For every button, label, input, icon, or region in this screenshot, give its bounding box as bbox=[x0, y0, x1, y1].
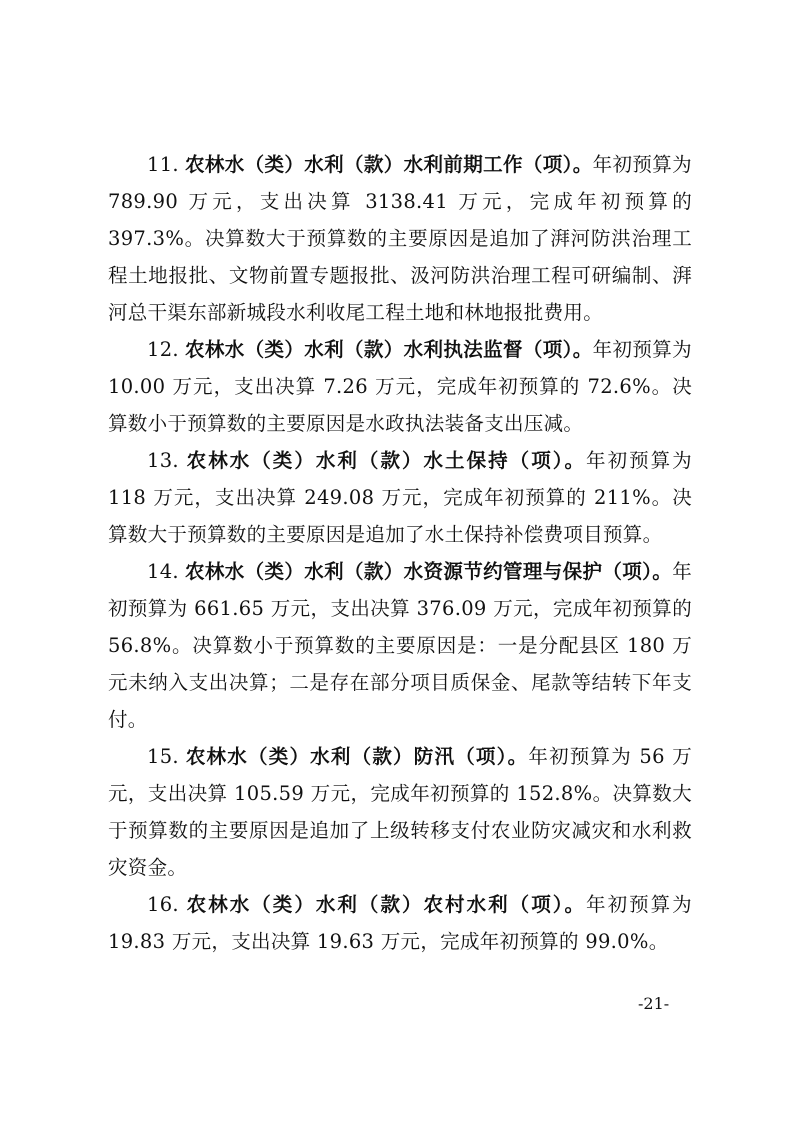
paragraph-text: 年初预算为 661.65 万元，支出决算 376.09 万元，完成年初预算的 56.8%。决算数小于预算数的主要原因是：一是分配县区 180 万元未纳入支出决算；二是存在部分项目质保金、尾款等结转下年支付。 bbox=[108, 560, 692, 731]
paragraph-heading: 农林水（类）水利（款）水利前期工作（项）。 bbox=[184, 153, 593, 176]
paragraph-heading: 农林水（类）水利（款）水资源节约管理与保护（项）。 bbox=[184, 560, 673, 583]
paragraph-11 bbox=[108, 146, 692, 331]
paragraph-text: 年初预算为 19.83 万元，支出决算 19.63 万元，完成年初预算的 99.0%。 bbox=[108, 893, 692, 953]
paragraph-heading: 农林水（类）水利（款）水土保持（项）。 bbox=[184, 449, 587, 472]
paragraph-heading: 农林水（类）水利（款）农村水利（项）。 bbox=[184, 893, 587, 916]
paragraph-heading: 农林水（类）水利（款）防汛（项）。 bbox=[184, 745, 529, 768]
paragraph-14 bbox=[108, 553, 692, 738]
paragraph-15 bbox=[108, 738, 692, 886]
paragraph-16 bbox=[108, 886, 692, 960]
paragraph-number: 13. bbox=[147, 449, 179, 472]
document-body bbox=[108, 146, 692, 960]
paragraph-heading: 农林水（类）水利（款）水利执法监督（项）。 bbox=[184, 338, 593, 361]
paragraph-text: 年初预算为 789.90 万元，支出决算 3138.41 万元，完成年初预算的 397.3%。决算数大于预算数的主要原因是追加了湃河防洪治理工程土地报批、文物前置专题报批、汲河防洪治理工程可研编制、湃河总干渠东部新城段水利收尾工程土地和林地报批费用。 bbox=[108, 153, 692, 324]
paragraph-number: 16. bbox=[147, 893, 179, 916]
paragraph-text: 年初预算为 118 万元，支出决算 249.08 万元，完成年初预算的 211%。决算数大于预算数的主要原因是追加了水土保持补偿费项目预算。 bbox=[108, 449, 692, 546]
paragraph-text: 年初预算为 56 万元，支出决算 105.59 万元，完成年初预算的 152.8%。决算数大于预算数的主要原因是追加了上级转移支付农业防灾减灾和水利救灾资金。 bbox=[108, 745, 692, 879]
paragraph-text: 年初预算为 10.00 万元，支出决算 7.26 万元，完成年初预算的 72.6%。决算数小于预算数的主要原因是水政执法装备支出压减。 bbox=[108, 338, 692, 435]
paragraph-number: 11. bbox=[147, 153, 179, 176]
paragraph-12 bbox=[108, 331, 692, 442]
page-number: -21- bbox=[638, 994, 670, 1013]
paragraph-number: 12. bbox=[147, 338, 179, 361]
paragraph-number: 15. bbox=[147, 745, 179, 768]
paragraph-number: 14. bbox=[147, 560, 179, 583]
paragraph-13 bbox=[108, 442, 692, 553]
